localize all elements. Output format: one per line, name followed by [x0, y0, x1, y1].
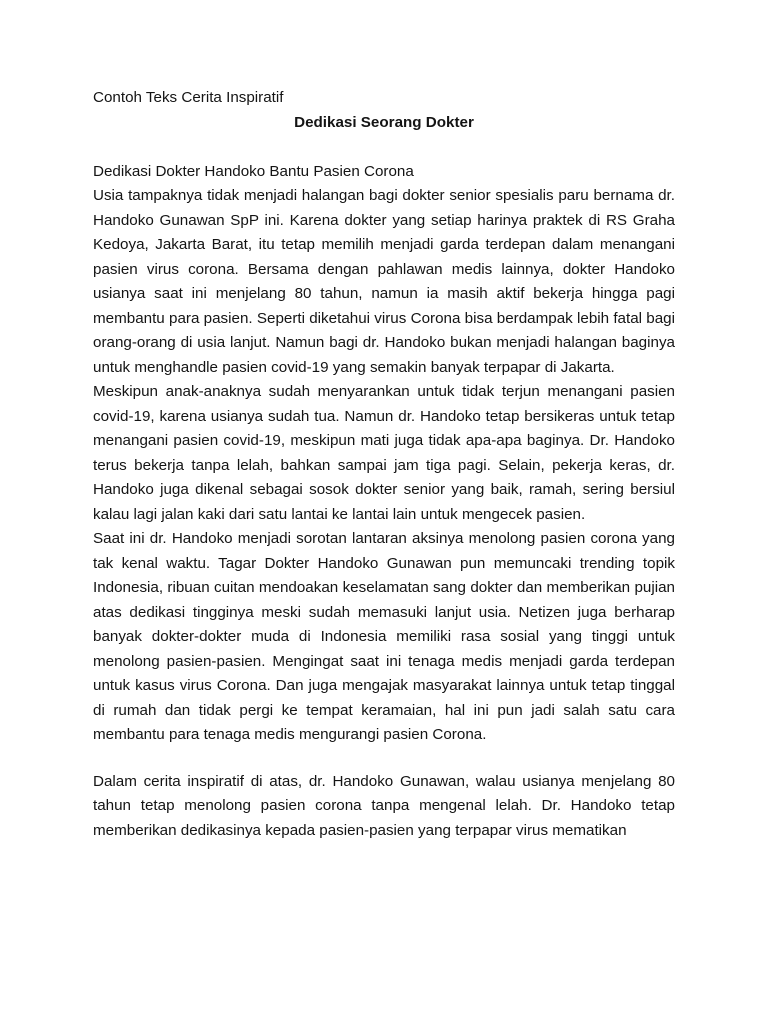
blank-line	[93, 748, 675, 770]
paragraph-1: Usia tampaknya tidak menjadi halangan bagi dokter senior spesialis paru bernama dr. Handoko Gunawan SpP ini. Karena dokter yang setiap harinya praktek di RS Graha Kedoya, Jakarta Barat, itu tetap memilih menjadi garda terdepan dalam menangani pasien virus corona. Bersama dengan pahlawan medis lainnya, dokter Handoko usianya saat ini menjelang 80 tahun, namun ia masih aktif bekerja hingga pagi membantu para pasien. Seperti diketahui virus Corona bisa berdampak lebih fatal bagi orang-orang di usia lanjut. Namun bagi dr. Handoko bukan menjadi halangan baginya untuk menghandle pasien covid-19 yang semakin banyak terpapar di Jakarta.	[93, 187, 675, 376]
conclusion-paragraph: Dalam cerita inspiratif di atas, dr. Handoko Gunawan, walau usianya menjelang 80 tahun tetap menolong pasien corona tanpa mengenal lelah. Dr. Handoko tetap memberikan dedikasinya kepada pasien-pasien yang terpapar virus mematikan	[93, 772, 675, 839]
document-body	[93, 86, 675, 843]
story-heading: Dedikasi Dokter Handoko Bantu Pasien Corona	[93, 162, 414, 180]
blank-line	[93, 135, 675, 160]
paragraph-3: Saat ini dr. Handoko menjadi sorotan lantaran aksinya menolong pasien corona yang tak kenal waktu. Tagar Dokter Handoko Gunawan pun memuncaki trending topik Indonesia, ribuan cuitan mendoakan keselamatan sang dokter dan memberikan pujian atas dedikasi tingginya meski sudah memasuki lanjut usia. Netizen juga berharap banyak dokter-dokter muda di Indonesia memiliki rasa sosial yang tinggi untuk menolong pasien-pasien. Mengingat saat ini tenaga medis menjadi garda terdepan untuk kasus virus Corona. Dan juga mengajak masyarakat lainnya untuk tetap tinggal di rumah dan tidak pergi ke tempat keramaian, hal ini pun jadi salah satu cara membantu para tenaga medis mengurangi pasien Corona.	[93, 530, 675, 743]
paragraph-2: Meskipun anak-anaknya sudah menyarankan untuk tidak terjun menangani pasien covid-19, karena usianya sudah tua. Namun dr. Handoko tetap bersikeras untuk tetap menangani pasien covid-19, meskipun mati juga tidak apa-apa baginya. Dr. Handoko terus bekerja tanpa lelah, bahkan sampai jam tiga pagi. Selain, pekerja keras, dr. Handoko juga dikenal sebagai sosok dokter senior yang baik, ramah, sering bersiul kalau lagi jalan kaki dari satu lantai ke lantai lain untuk mengecek pasien.	[93, 383, 675, 523]
document-title: Dedikasi Seorang Dokter	[294, 113, 474, 131]
document-label: Contoh Teks Cerita Inspiratif	[93, 89, 284, 106]
